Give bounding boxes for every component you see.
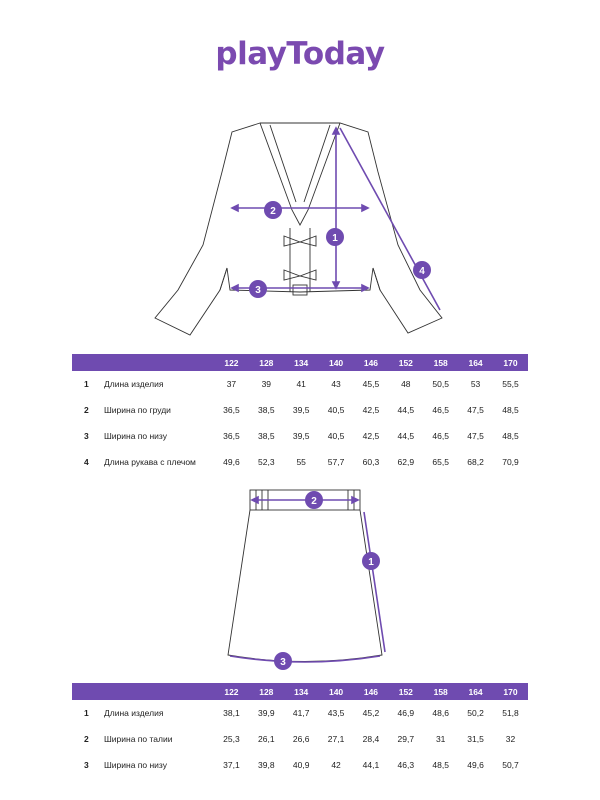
cell: 45,5 [362, 379, 380, 389]
cell: 48,5 [502, 405, 519, 415]
size-header: 122 [214, 354, 249, 371]
cell: 70,9 [502, 457, 519, 467]
size-header: 140 [319, 683, 354, 700]
cell: 46,5 [432, 431, 449, 441]
cell: 38,1 [223, 708, 240, 718]
size-header: 146 [354, 683, 389, 700]
cell: 48,5 [502, 431, 519, 441]
table-row [72, 397, 528, 423]
cardigan-header-row [72, 354, 528, 371]
size-header: 152 [388, 683, 423, 700]
row-label: Длина рукава с плечом [104, 457, 196, 467]
cell: 48,5 [432, 760, 449, 770]
cardigan-marker-4: 4 [419, 266, 425, 277]
cell: 43,5 [327, 708, 345, 718]
row-number: 2 [84, 405, 89, 415]
row-label: Длина изделия [104, 708, 164, 718]
table-row [72, 423, 528, 449]
row-label: Ширина по груди [104, 405, 171, 415]
row-number: 2 [84, 734, 89, 744]
cell: 60,3 [362, 457, 380, 467]
brand-logo: playToday [215, 36, 385, 72]
cell: 68,2 [467, 457, 484, 467]
table-row [72, 700, 528, 726]
size-header: 128 [249, 354, 284, 371]
cell: 38,5 [258, 405, 275, 415]
cell: 40,5 [327, 431, 345, 441]
skirt-marker-2: 2 [311, 496, 317, 507]
cell: 43 [331, 379, 341, 389]
size-header: 158 [423, 354, 458, 371]
table-row [72, 726, 528, 752]
cell: 39,5 [292, 431, 310, 441]
size-header: 146 [354, 354, 389, 371]
cell: 57,7 [327, 457, 345, 467]
skirt-header-row [72, 683, 528, 700]
cell: 55 [296, 457, 306, 467]
cardigan-marker-3: 3 [255, 285, 261, 296]
row-number: 3 [84, 431, 89, 441]
cell: 62,9 [397, 457, 415, 467]
cell: 44,5 [397, 431, 415, 441]
cell: 42,5 [362, 405, 380, 415]
cell: 49,6 [223, 457, 240, 467]
cell: 28,4 [362, 734, 380, 744]
cell: 39,8 [258, 760, 275, 770]
cell: 38,5 [258, 431, 275, 441]
cell: 51,8 [502, 708, 519, 718]
size-header: 122 [214, 683, 249, 700]
cardigan-marker-1: 1 [332, 233, 338, 244]
row-label: Ширина по талии [104, 734, 173, 744]
cell: 25,3 [223, 734, 240, 744]
size-header: 164 [458, 354, 493, 371]
cell: 29,7 [397, 734, 415, 744]
size-header: 170 [493, 683, 528, 700]
cell: 37,1 [223, 760, 240, 770]
cell: 49,6 [467, 760, 484, 770]
cell: 44,5 [397, 405, 415, 415]
cell: 31 [435, 734, 446, 744]
cell: 39,5 [292, 405, 310, 415]
cell: 36,5 [223, 405, 240, 415]
size-header: 152 [388, 354, 423, 371]
cell: 52,3 [258, 457, 275, 467]
skirt-marker-1: 1 [368, 557, 374, 568]
cell: 32 [505, 734, 516, 744]
row-number: 1 [84, 379, 89, 389]
cardigan-marker-2: 2 [270, 206, 276, 217]
cell: 50,7 [502, 760, 519, 770]
cell: 50,5 [432, 379, 449, 389]
cell: 47,5 [467, 405, 484, 415]
size-header: 158 [423, 683, 458, 700]
cell: 46,9 [397, 708, 415, 718]
row-number: 1 [84, 708, 89, 718]
cell: 27,1 [327, 734, 345, 744]
cell: 44,1 [362, 760, 380, 770]
cell: 48 [401, 379, 411, 389]
row-label: Ширина по низу [104, 760, 167, 770]
cell: 45,2 [362, 708, 380, 718]
cell: 42 [331, 760, 341, 770]
cell: 65,5 [432, 457, 449, 467]
table-row [72, 371, 528, 397]
size-header: 140 [319, 354, 354, 371]
size-header: 164 [458, 683, 493, 700]
cell: 39 [261, 379, 272, 389]
cell: 48,6 [432, 708, 449, 718]
table-row [72, 449, 528, 475]
skirt-size-table [72, 683, 528, 778]
cell: 41 [296, 379, 306, 389]
cell: 37 [226, 379, 237, 389]
cell: 26,1 [258, 734, 275, 744]
cell: 36,5 [223, 431, 240, 441]
skirt-marker-3: 3 [280, 657, 286, 668]
table-row [72, 752, 528, 778]
cell: 50,2 [467, 708, 484, 718]
size-header: 128 [249, 683, 284, 700]
cell: 26,6 [292, 734, 310, 744]
cell: 42,5 [362, 431, 380, 441]
row-label: Ширина по низу [104, 431, 167, 441]
size-header: 170 [493, 354, 528, 371]
cell: 40,5 [327, 405, 345, 415]
cell: 40,9 [292, 760, 310, 770]
cell: 39,9 [258, 708, 275, 718]
cell: 47,5 [467, 431, 484, 441]
row-label: Длина изделия [104, 379, 164, 389]
cardigan-size-table [72, 354, 528, 475]
cell: 46,5 [432, 405, 449, 415]
cell: 46,3 [397, 760, 415, 770]
row-number: 4 [84, 457, 89, 467]
cell: 31,5 [467, 734, 484, 744]
cell: 55,5 [502, 379, 519, 389]
skirt-drawing [0, 485, 600, 675]
size-header: 134 [284, 354, 319, 371]
size-header: 134 [284, 683, 319, 700]
cell: 41,7 [292, 708, 310, 718]
row-number: 3 [84, 760, 89, 770]
cell: 53 [470, 379, 481, 389]
